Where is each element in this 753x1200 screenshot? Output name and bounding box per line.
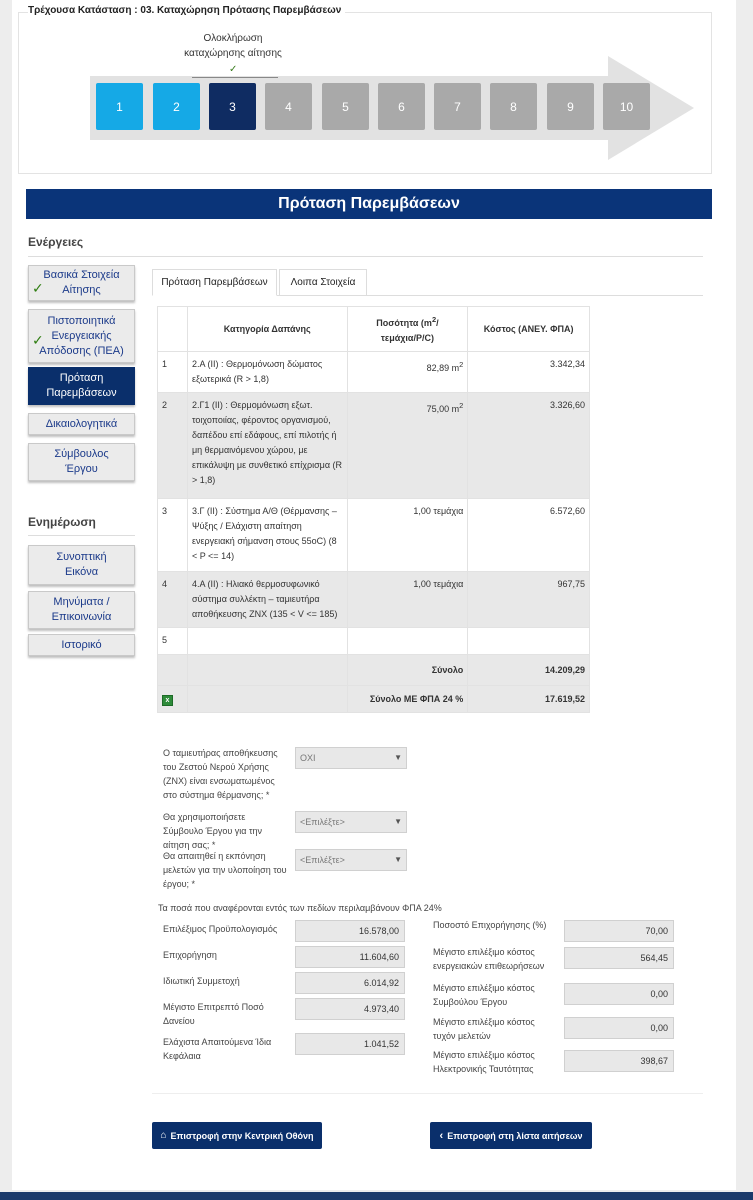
home-icon: ⌂ xyxy=(160,1130,167,1141)
sidebar-item-documents[interactable] xyxy=(28,413,135,435)
step-8: 8 xyxy=(490,83,537,130)
column-header: Κατηγορία Δαπάνης xyxy=(187,307,347,352)
amount-field[interactable]: 4.973,40 xyxy=(295,998,405,1020)
chevron-down-icon: ▼ xyxy=(394,855,402,864)
total-vat-label: Σύνολο ΜΕ ΦΠΑ 24 % xyxy=(347,686,468,713)
column-header: Ποσότητα ($m^2/$ τεμάχια/P/C) xyxy=(347,307,468,352)
table-cell-qty: 1,00 τεμάχια xyxy=(347,499,468,572)
checkmark-icon: ✓ xyxy=(32,280,44,296)
step-7: 7 xyxy=(434,83,481,130)
step-1: 1 xyxy=(96,83,143,130)
amount-field[interactable]: 6.014,92 xyxy=(295,972,405,994)
back-to-list-label: Επιστροφή στη λίστα αιτήσεων xyxy=(447,1130,583,1141)
table-cell-cost: 6.572,60 xyxy=(468,499,590,572)
sidebar-item-consultant[interactable] xyxy=(28,443,135,481)
column-header: Κόστος (ΑΝΕΥ. ΦΠΑ) xyxy=(468,307,590,352)
sidebar-item-label: Πιστοποιητικά Ενεργειακής Απόδοσης (ΠΕΑ) xyxy=(39,314,124,357)
table-row xyxy=(158,499,590,572)
sidebar-item-history[interactable] xyxy=(28,634,135,656)
table-row xyxy=(158,393,590,499)
table-cell-cat: 2.Α (ΙΙ) : Θερμομόνωση δώματος εξωτερικά (R > 1,8) xyxy=(187,352,347,393)
total-vat-row xyxy=(158,686,590,713)
checkmark-icon: ✓ xyxy=(229,64,238,75)
table-cell-n: 1 xyxy=(158,352,188,393)
table-cell-cat xyxy=(187,628,347,655)
amount-label: Ιδιωτική Συμμετοχή xyxy=(163,976,240,986)
table-header-row xyxy=(158,307,590,352)
sidebar-item-messages[interactable] xyxy=(28,591,135,629)
tab-other-details[interactable]: Λοιπα Στοιχεία xyxy=(279,269,367,296)
table-cell-n: 2 xyxy=(158,393,188,499)
tooltip-underline xyxy=(192,77,278,78)
consultant-select-value: <Επιλέξτε> xyxy=(300,817,345,827)
table-row xyxy=(158,628,590,655)
step-5: 5 xyxy=(322,83,369,130)
actions-heading: Ενέργειες xyxy=(28,235,84,249)
step-tooltip: Ολοκλήρωση καταχώρησης αίτησης xyxy=(184,33,282,59)
amount-label: Μέγιστο επιλέξιμο κόστος τυχόν μελετών xyxy=(433,1017,535,1041)
amount-label: Μέγιστο Επιτρεπτό Ποσό Δανείου xyxy=(163,1002,264,1026)
table-cell-cost xyxy=(468,628,590,655)
amount-field[interactable]: 0,00 xyxy=(564,983,674,1005)
table-cell-qty: 82,89 $m^2$ xyxy=(347,352,468,393)
sidebar-item-basic-info[interactable] xyxy=(28,265,135,301)
step-9: 9 xyxy=(547,83,594,130)
divider xyxy=(152,1093,703,1094)
sidebar-item-label: Συνοπτική Εικόνα xyxy=(56,551,107,578)
total-vat-value: 17.619,52 xyxy=(468,686,590,713)
table-row xyxy=(158,352,590,393)
cost-table xyxy=(157,306,590,713)
studies-select-value: <Επιλέξτε> xyxy=(300,855,345,865)
info-heading: Ενημέρωση xyxy=(28,515,96,529)
table-row xyxy=(158,572,590,628)
total-value: 14.209,29 xyxy=(468,655,590,686)
table-cell-cost: 967,75 xyxy=(468,572,590,628)
step-6: 6 xyxy=(378,83,425,130)
sidebar-item-label: Σύμβουλος Έργου xyxy=(54,448,109,475)
table-cell-qty: 75,00 $m^2$ xyxy=(347,393,468,499)
table-cell-cost: 3.326,60 xyxy=(468,393,590,499)
amount-label: Μέγιστο επιλέξιμο κόστος ενεργειακών επιθεωρήσεων xyxy=(433,947,545,971)
sidebar-item-pea[interactable] xyxy=(28,309,135,363)
amount-field[interactable]: 564,45 xyxy=(564,947,674,969)
section-banner: Πρόταση Παρεμβάσεων xyxy=(26,189,712,219)
bottom-bar xyxy=(0,1192,753,1200)
amount-field[interactable]: 70,00 xyxy=(564,920,674,942)
step-10: 10 xyxy=(603,83,650,130)
sidebar-item-label: Δικαιολογητικά xyxy=(45,417,118,430)
total-row xyxy=(158,655,590,686)
amount-label: Μέγιστο επιλέξιμο κόστος Ηλεκτρονικής Ταυτότητας xyxy=(433,1050,535,1074)
chevron-down-icon: ▼ xyxy=(394,753,402,762)
amount-label: Μέγιστο επιλέξιμο κόστος Συμβούλου Έργου xyxy=(433,983,535,1007)
table-cell-cat: 2.Γ1 (ΙΙ) : Θερμομόνωση εξωτ. τοιχοποιίας, φέροντος οργανισμού, δαπέδου επί εδάφους, επί πιλοτής ή μη θερμαινόμενου χώρου, με επικάλυψη με συνθετικό επίχρισμα (R > 1,8) xyxy=(187,393,347,499)
step-2: 2 xyxy=(153,83,200,130)
home-button[interactable] xyxy=(152,1122,322,1149)
home-button-label: Επιστροφή στην Κεντρική Οθόνη xyxy=(170,1130,314,1141)
studies-select[interactable] xyxy=(295,849,407,871)
amount-field[interactable]: 0,00 xyxy=(564,1017,674,1039)
sidebar-item-label: Ιστορικό xyxy=(61,638,102,651)
column-header xyxy=(158,307,188,352)
storage-select-value: ΟΧΙ xyxy=(300,753,316,763)
divider xyxy=(28,256,703,257)
table-cell-cat: 4.Α (ΙΙ) : Ηλιακό θερμοσυφωνικό σύστημα συλλέκτη – ταμιευτήρα αποθήκευσης ΖΝΧ (135 < V <= 185) xyxy=(187,572,347,628)
table-cell-n: 3 xyxy=(158,499,188,572)
sidebar-item-label: Μηνύματα / Επικοινωνία xyxy=(51,596,112,623)
studies-question-label: Θα απαιτηθεί η εκπόνηση μελετών για την υλοποίηση του έργου; * xyxy=(163,851,287,889)
tab-proposal[interactable]: Πρόταση Παρεμβάσεων xyxy=(152,269,277,296)
table-cell-n: 4 xyxy=(158,572,188,628)
amount-field[interactable]: 16.578,00 xyxy=(295,920,405,942)
table-cell-qty xyxy=(347,628,468,655)
amount-label: Επιλέξιμος Προϋπολογισμός xyxy=(163,924,278,934)
amount-field[interactable]: 398,67 xyxy=(564,1050,674,1072)
sidebar-item-label: Βασικά Στοιχεία Αίτησης xyxy=(43,269,120,296)
checkmark-icon: ✓ xyxy=(32,332,44,348)
excel-export-icon[interactable]: x xyxy=(162,695,173,706)
amount-label: Ελάχιστα Απαιτούμενα Ίδια Κεφάλαια xyxy=(163,1037,272,1061)
chevron-down-icon: ▼ xyxy=(394,817,402,826)
amount-label: Ποσοστό Επιχορήγησης (%) xyxy=(433,920,547,930)
storage-select[interactable] xyxy=(295,747,407,769)
consultant-select[interactable] xyxy=(295,811,407,833)
sidebar-item-label: Πρόταση Παρεμβάσεων xyxy=(46,372,117,399)
sidebar-item-proposal[interactable] xyxy=(28,367,135,405)
amount-field[interactable]: 1.041,52 xyxy=(295,1033,405,1055)
table-cell-n: 5 xyxy=(158,628,188,655)
amount-field[interactable]: 11.604,60 xyxy=(295,946,405,968)
status-title: Τρέχουσα Κατάσταση : 03. Καταχώρηση Πρότασης Παρεμβάσεων xyxy=(28,5,345,16)
sidebar-item-summary[interactable] xyxy=(28,545,135,585)
step-3: 3 xyxy=(209,83,256,130)
storage-question-label: Ο ταμιευτήρας αποθήκευσης του Ζεστού Νερού Χρήσης (ΖΝΧ) είναι ενσωματωμένος στο σύστημα θέρμανσης; * xyxy=(163,748,278,800)
vat-note: Τα ποσά που αναφέρονται εντός των πεδίων περιλαμβάνουν ΦΠΑ 24% xyxy=(158,903,442,913)
table-cell-cost: 3.342,34 xyxy=(468,352,590,393)
total-label: Σύνολο xyxy=(347,655,468,686)
table-cell-qty: 1,00 τεμάχια xyxy=(347,572,468,628)
consultant-question-label: Θα χρησιμοποιήσετε Σύμβουλο Έργου για την αίτηση σας; * xyxy=(163,812,263,850)
chevron-left-icon: ‹ xyxy=(439,1129,444,1142)
table-cell-cat: 3.Γ (ΙΙ) : Σύστημα Α/Θ (Θέρμανσης – Ψύξης / Ελάχιστη απαίτηση ενεργειακή σήμανση στους 55oC) (8 < P <= 14) xyxy=(187,499,347,572)
amount-label: Επιχορήγηση xyxy=(163,950,217,960)
divider xyxy=(28,535,135,536)
back-to-list-button[interactable] xyxy=(430,1122,592,1149)
step-4: 4 xyxy=(265,83,312,130)
